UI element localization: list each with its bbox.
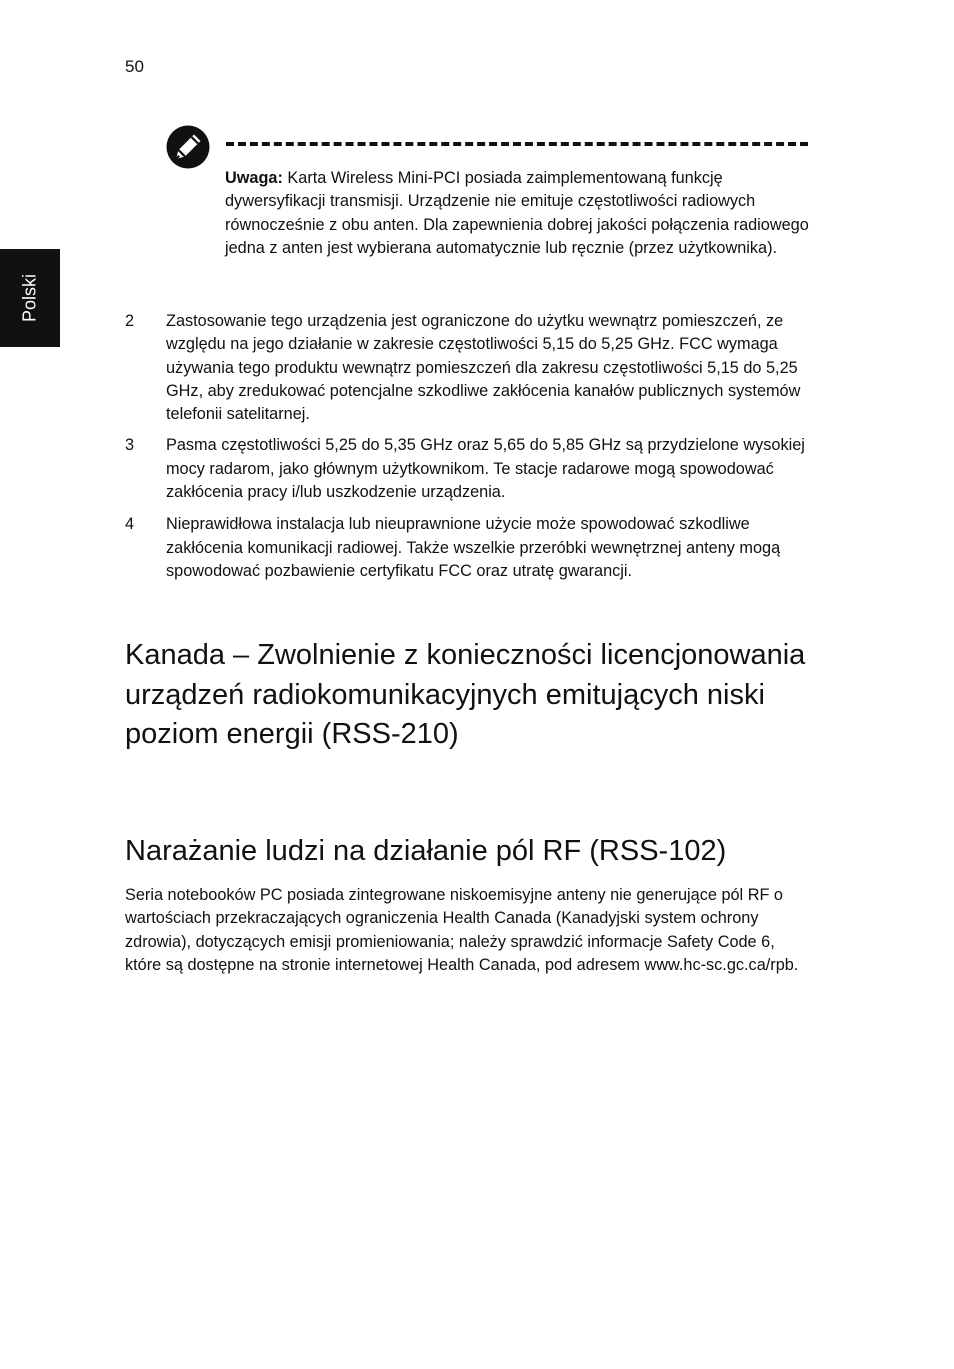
list-item: [125, 513, 815, 583]
section-heading-rf-exposure: Narażanie ludzi na działanie pól RF (RSS-102): [125, 835, 727, 867]
list-item-text: Pasma częstotliwości 5,25 do 5,35 GHz oraz 5,65 do 5,85 GHz są przydzielone wysokiej mocy radarom, jako głównym użytkownikom. Te stacje radarowe mogą spowodować zakłócenia pracy i/lub uszkodzenie urządzenia.: [166, 436, 805, 502]
list-item: [125, 434, 815, 504]
rf-exposure-paragraph: Seria notebooków PC posiada zintegrowane niskoemisyjne anteny nie generujące pól RF o wartościach przekraczających ograniczenia Health Canada (Kanadyjski system ochrony zdrowia), dotyczących emisji promieniowania; należy sprawdzić informacje Safety Code 6, które są dostępne na stronie internetowej Health Canada, pod adresem www.hc-sc.gc.ca/rpb.: [125, 886, 799, 974]
note-dashed-rule: [226, 142, 808, 146]
note-label: Uwaga:: [225, 169, 283, 187]
numbered-list: [125, 310, 815, 583]
list-item-text: Zastosowanie tego urządzenia jest ograniczone do użytku wewnątrz pomieszczeń, ze względu na jego działanie w zakresie częstotliwości 5,15 do 5,25 GHz. FCC wymaga używania tego produktu wewnątrz pomieszczeń dla zakresu częstotliwości 5,15 do 5,25 GHz, aby zredukować potencjalne szkodliwe zakłócenia kanałów publicznych systemów telefonii satelitarnej.: [166, 312, 801, 424]
language-tab-label: Polski: [19, 273, 40, 323]
page-number: 50: [125, 57, 144, 76]
list-item: [125, 310, 815, 426]
list-item-number: 4: [125, 515, 135, 534]
list-item-number: 2: [125, 312, 135, 330]
language-tab: [0, 249, 60, 347]
list-item-number: 3: [125, 436, 135, 455]
section-heading-kanada: Kanada – Zwolnienie z konieczności licencjonowania urządzeń radiokomunikacyjnych emitujących niski poziom energii (RSS-210): [125, 639, 806, 750]
list-item-text: Nieprawidłowa instalacja lub nieuprawnione użycie może spowodować szkodliwe zakłócenia komunikacji radiowej. Także wszelkie przeróbki wewnętrznej anteny mogą spowodować pozbawienie certyfikatu FCC oraz utratę gwarancji.: [166, 515, 781, 580]
note-body: Karta Wireless Mini-PCI posiada zaimplementowaną funkcję dywersyfikacji transmisji. Urządzenie nie emituje częstotliwości radiowych równocześnie z obu anten. Dla zapewnienia dobrej jakości połączenia radiowego jedna z anten jest wybierana automatycznie lub ręcznie (przez użytkownika).: [225, 169, 809, 257]
note-pen-icon: [165, 124, 211, 170]
note-text: [225, 167, 815, 260]
